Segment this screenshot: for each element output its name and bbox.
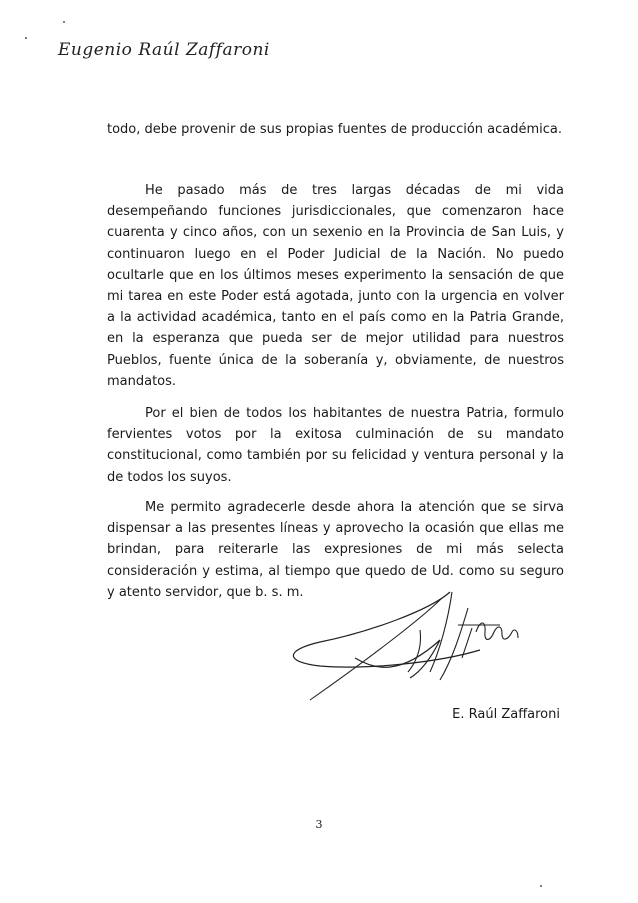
signature-stroke (408, 630, 421, 672)
signature-tail (310, 598, 442, 700)
paragraph-4: Me permito agradecerle desde ahora la atención que se sirva dispensar a las presentes líneas y aprovecho la ocasión que ellas me brindan, para reiterarle las expresiones de mi más selecta consideración y estima, al tiempo que quedo de Ud. como su seguro y atento servidor, que b. s. m. (107, 500, 564, 600)
handwritten-signature (280, 580, 580, 705)
scan-speck (63, 21, 65, 23)
page-number: 3 (315, 818, 323, 831)
scan-speck (25, 37, 27, 39)
signatory-name: E. Raúl Zaffaroni (452, 707, 560, 722)
paragraph-1: todo, debe provenir de sus propias fuentes de producción académica. (107, 122, 563, 137)
signature-stroke (430, 592, 468, 680)
letterhead-name: Eugenio Raúl Zaffaroni (58, 40, 270, 60)
scan-speck (540, 885, 542, 887)
paragraph-2: He pasado más de tres largas décadas de mi vida desempeñando funciones jurisdiccionales, que comenzaron hace cuarenta y cinco años, con un sexenio en la Provincia de San Luis, y continuaron luego en el Poder Judicial de la Nación. No puedo ocultarle que en los últimos meses experimento la sensación de que mi tarea en este Poder está agotada, junto con la urgencia en volver a la actividad académica, tanto en el país como en la Patria Grande, en la esperanza que pueda ser de mejor utilidad para nuestros Pueblos, fuente única de la soberanía y, obviamente, de nuestros mandatos. (107, 183, 564, 389)
paragraph-3: Por el bien de todos los habitantes de nuestra Patria, formulo fervientes votos por la exitosa culminación de su mandato constitucional, como también por su felicidad y ventura personal y la de todos los suyos. (107, 406, 564, 485)
signature-stroke (355, 640, 440, 678)
